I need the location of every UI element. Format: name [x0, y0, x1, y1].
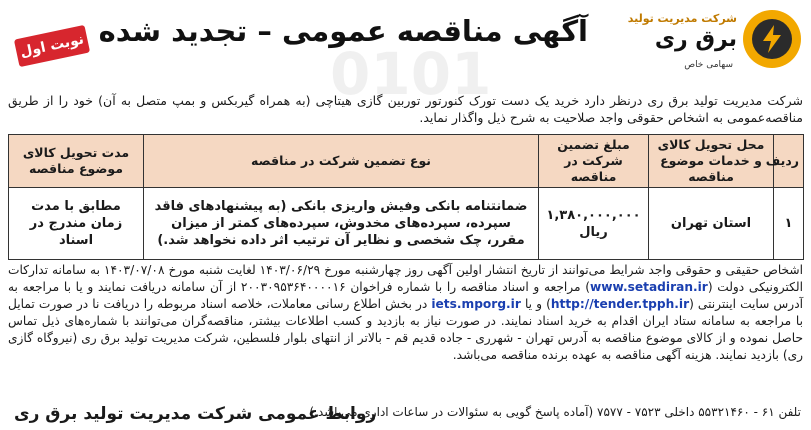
- cell-location: استان تهران: [649, 188, 774, 260]
- footer-text-1: اشخاص حقیقی و حقوقی واجد شرایط می‌توانند از تاریخ انتشار اولین آگهی روز چهارشنبه مورخ ۱۴۰۳/۰۶/۲۹ لغایت شنبه مورخ ۱۴۰۳/۰۷/۰۸ به سامانه تدارکات الکترونیکی دولت (: [8, 263, 803, 294]
- cell-amount: ۱,۳۸۰,۰۰۰,۰۰۰ ریال: [539, 188, 649, 260]
- footer-text-4: در بخش اطلاع رسانی معاملات، خلاصه اسناد مربوطه را دریافت نا در صورت تمایل با مراجعه به سامانه ستاد ایران اقدام به خرید اسناد نمایند. در صورت نیاز به بازدید و کسب اطلاعات بیشتر، مناقصه‌گران می‌توانند با شماره‌های ذیل تماس حاصل نموده و از کالای موضوع مناقصه به آدرس تهران - شهرری - جاده قدیم قم - بالاتر از انتهای بلوار فلسطین، شرکت مدیریت تولید برق ری (نیروگاه گازی ری) بازدید نمایند. هزینه آگهی مناقصه به عهده برنده مناقصه می‌باشد.: [8, 297, 803, 362]
- col-header-duration: مدت تحویل کالای موضوع مناقصه: [9, 135, 144, 188]
- public-relations-signoff: روابط عمومی شرکت مدیریت تولید برق ری: [14, 404, 377, 424]
- tender-table: [8, 134, 804, 260]
- first-round-badge: نوبت اول: [14, 25, 90, 67]
- footer-paragraph: [8, 262, 803, 364]
- logo-top-text: شرکت مدیریت تولید: [627, 12, 737, 25]
- col-header-amount: مبلغ تضمین شرکت در مناقصه: [539, 135, 649, 188]
- logo-name: برق ری: [654, 27, 737, 52]
- table-header-row: [9, 135, 804, 188]
- footer-text-2: ) مراجعه و اسناد مناقصه را با شماره فراخوان ۲۰۰۳۰۹۵۳۶۴۰۰۰۰۱۶ از آن سامانه دریافت نمایند و یا با مراجعه به آدرس سایت اینترنتی (: [8, 280, 804, 311]
- cell-duration: مطابق با مدت زمان مندرج در اسناد: [9, 188, 144, 260]
- cell-row-number: ۱: [774, 188, 804, 260]
- watermark-decoration: 0101: [330, 40, 492, 108]
- logo-sub: سهامی خاص: [684, 60, 733, 70]
- intro-paragraph: شرکت مدیریت تولید برق ری درنظر دارد خرید یک دست تورک کنورتور توربین گازی هیتاچی (به همراه گیربکس و بمپ متصل به آن) خود را از طریق مناقصه‌عمومی به اشخاص حقوقی واجد صلاحیت به شرح ذیل واگذار نماید.: [8, 93, 803, 125]
- col-header-guarantee: نوع تضمین شرکت در مناقصه: [144, 135, 539, 188]
- col-header-row: ردیف: [774, 135, 804, 188]
- cell-guarantee-type: ضمانتنامه بانکی وفیش واریزی بانکی (به پیشنهادهای فاقد سپرده، سپرده‌های مخدوش، سپرده‌های کمتر از میزان مقرر، چک شخصی و نظایر آن ترتیب اثر داده نخواهد شد.): [144, 188, 539, 260]
- tender-site-link[interactable]: http://tender.tpph.ir: [550, 297, 690, 311]
- company-logo: [626, 10, 801, 72]
- footer-text-3: ) و یا: [520, 297, 551, 311]
- table-row: [9, 188, 804, 260]
- logo-text: [626, 12, 737, 71]
- bolt-logo-icon: [743, 10, 801, 68]
- notice-header: [8, 6, 803, 84]
- col-header-location: محل تحویل کالای و خدمات موضوع مناقصه: [649, 135, 774, 188]
- notice-title: آگهی مناقصه عمومی – تجدید شده: [98, 14, 588, 48]
- setadiran-link[interactable]: www.setadiran.ir: [589, 280, 708, 294]
- contact-phones: تلفن ۶۱ - ۵۵۳۲۱۴۶۰ داخلی ۷۵۲۳ - ۷۵۷۷ (آماده پاسخ گویی به سئوالات در ساعات اداری می‌باشد.): [309, 405, 801, 419]
- iets-link[interactable]: iets.mporg.ir: [431, 297, 521, 311]
